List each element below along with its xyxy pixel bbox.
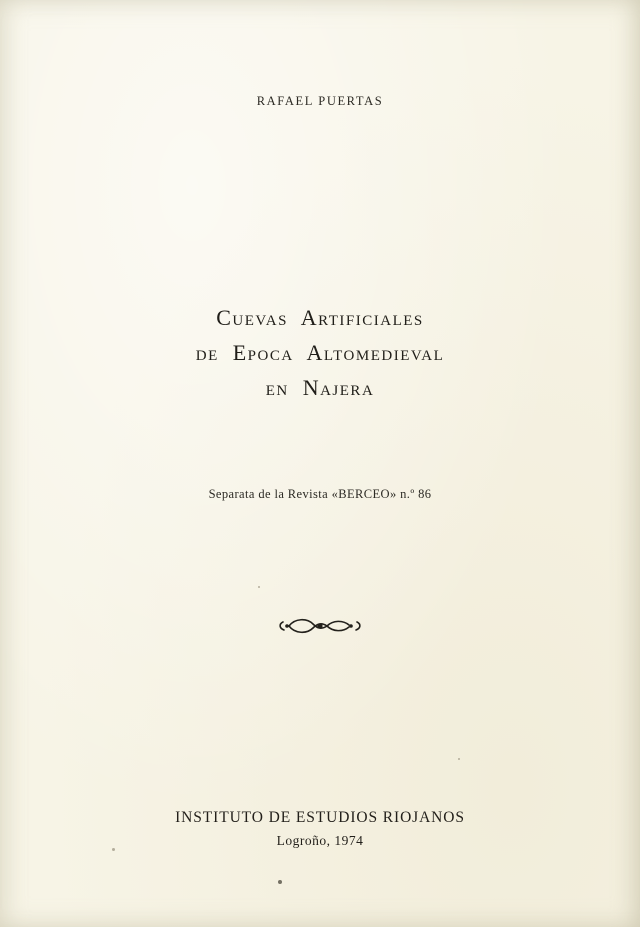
- title-line-2: de Epoca Altomedieval: [195, 340, 445, 365]
- paper-speck: [258, 586, 260, 588]
- paper-speck: [278, 880, 282, 884]
- series-note: Separata de la Revista «BERCEO» n.º 86: [208, 487, 432, 501]
- title-line-3: en Najera: [265, 375, 375, 400]
- paper-speck: [458, 758, 460, 760]
- page-title: [0, 300, 640, 405]
- publisher-place-year: Logroño, 1974: [276, 833, 364, 848]
- publisher-block: [0, 806, 640, 852]
- flourish-ornament: [0, 612, 640, 645]
- title-line-1: Cuevas Artificiales: [216, 305, 424, 330]
- author-name: RAFAEL PUERTAS: [256, 94, 384, 108]
- publisher-name: INSTITUTO DE ESTUDIOS RIOJANOS: [175, 809, 465, 826]
- paper-speck: [112, 848, 115, 851]
